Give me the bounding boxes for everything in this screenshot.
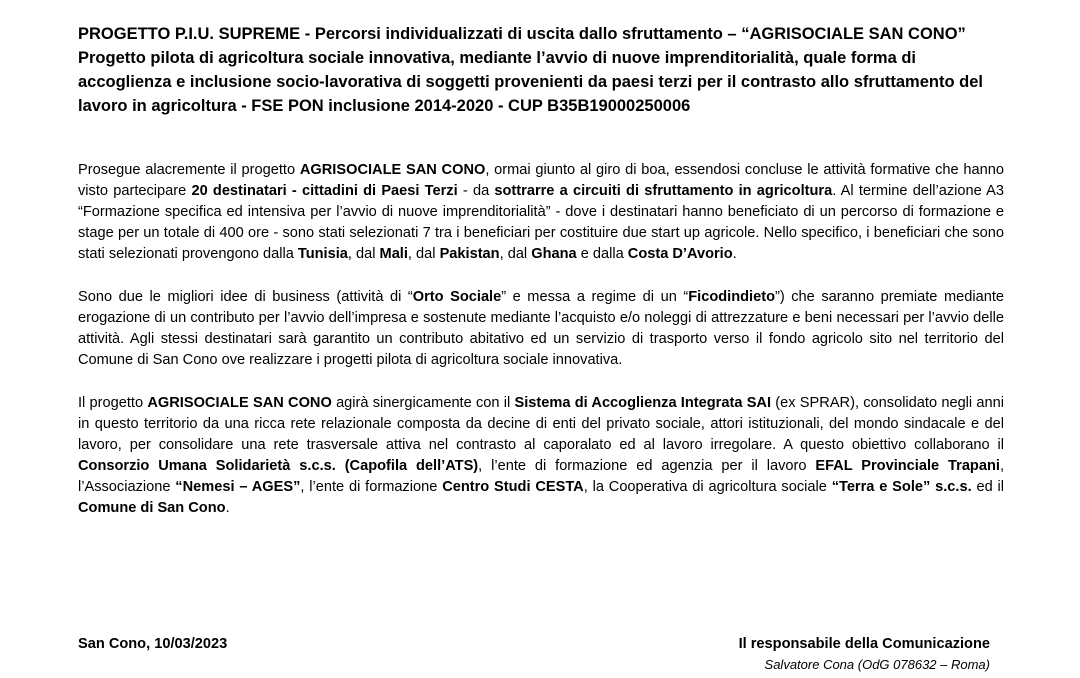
text-run: , dal [347,246,380,262]
bold-run: AGRISOCIALE SAN CONO [147,395,332,411]
bold-run: Tunisia [297,246,348,262]
document-footer [78,634,990,678]
text-run: ed il [971,479,1004,495]
place-date: San Cono, 10/03/2023 [78,636,228,652]
text-run: , dal [407,246,440,262]
bold-run: Ficodindieto [688,289,775,305]
text-run: , dal [499,246,532,262]
text-run: Il progetto [78,395,148,411]
header-project-description: Progetto pilota di agricoltura sociale innovativa, mediante l’avvio di nuove imprenditorialità, quale forma di accoglienza e inclusione socio-lavorativa di soggetti provenienti da paesi terzi per il contrasto allo sfruttamento del lavoro in agricoltura - FSE PON inclusione 2014-2020 - CUP B35B19000250006 [78,49,983,115]
bold-run: 20 destinatari - cittadini di Paesi Terzi [191,183,458,199]
bold-run: Ghana [531,246,577,262]
text-run: ” e messa a regime di un “ [501,289,689,305]
paragraph-3 [78,393,1004,519]
text-run: (ex SPRAR), consolidato negli anni in questo territorio da una ricca rete relazionale composta da decine di enti del privato sociale, attori istituzionali, del mondo sindacale e del lavoro, per consolidare una rete trasversale attiva nel contrasto al caporalato ed al lavoro irregolare. A questo obiettivo collaborano il [78,395,1005,453]
bold-run: Sistema di Accoglienza Integrata SAI [514,395,772,411]
text-run: agirà sinergicamente con il [331,395,515,411]
text-run: . [225,500,230,516]
text-run: e dalla [576,246,628,262]
bold-run: “Nemesi – AGES” [175,479,301,495]
bold-run: Comune di San Cono [78,500,226,516]
bold-run: Consorzio Umana Solidarietà s.c.s. (Capofila dell’ATS) [78,458,479,474]
text-run: , la Cooperativa di agricoltura sociale [583,479,832,495]
text-run: , ormai giunto al giro di boa, essendosi concluse le attività formative che hanno visto partecipare [78,162,1004,199]
text-run: . Al termine dell’azione A3 “Formazione specifica ed intensiva per l’avvio di nuove imprenditorialità” - dove i destinatari hanno beneficiato di un percorso di formazione e stage per un totale di 400 ore - sono stati selezionati 7 tra i beneficiari per costituire due start up agricole. Nello specifico, i beneficiari che sono stati selezionati provengono dalla [78,183,1004,262]
text-run: Prosegue alacremente il progetto [78,162,300,178]
header-project-title: PROGETTO P.I.U. SUPREME - Percorsi individualizzati di uscita dallo sfruttamento – “AGRISOCIALE SAN CONO” [78,25,966,43]
text-run: , l’Associazione [78,458,1004,495]
paragraph-1 [78,160,1004,265]
bold-run: Costa D’Avorio [627,246,733,262]
bold-run: Mali [379,246,408,262]
bold-run: sottrarre a circuiti di sfruttamento in agricoltura [494,183,833,199]
signature-role: Il responsabile della Comunicazione [738,636,990,652]
bold-run: Centro Studi CESTA [442,479,584,495]
text-run: . [732,246,737,262]
bold-run: AGRISOCIALE SAN CONO [299,162,486,178]
bold-run: Pakistan [439,246,500,262]
document-header [78,22,1004,118]
text-run: Sono due le migliori idee di business (attività di “ [78,289,413,305]
signature-block [739,634,990,674]
signature-name: Salvatore Cona (OdG 078632 – Roma) [764,657,990,672]
document-body [78,22,1004,519]
bold-run: EFAL Provinciale Trapani [815,458,1000,474]
bold-run: “Terra e Sole” s.c.s. [831,479,972,495]
text-run: ”) che saranno premiate mediante erogazione di un contributo per l’avvio dell’impresa e sostenute mediante l’acquisto e/o noleggi di attrezzature e beni necessari per l’avvio delle attività. Agli stessi destinatari sarà garantito un contributo abitativo ed un servizio di trasporto verso il fondo agricolo sito nel territorio del Comune di San Cono ove realizzare i progetti pilota di agricoltura sociale innovativa. [78,289,1004,368]
text-run: , l’ente di formazione [300,479,443,495]
bold-run: Orto Sociale [412,289,502,305]
paragraph-2 [78,287,1004,371]
text-run: - da [457,183,495,199]
text-run: , l’ente di formazione ed agenzia per il lavoro [478,458,816,474]
